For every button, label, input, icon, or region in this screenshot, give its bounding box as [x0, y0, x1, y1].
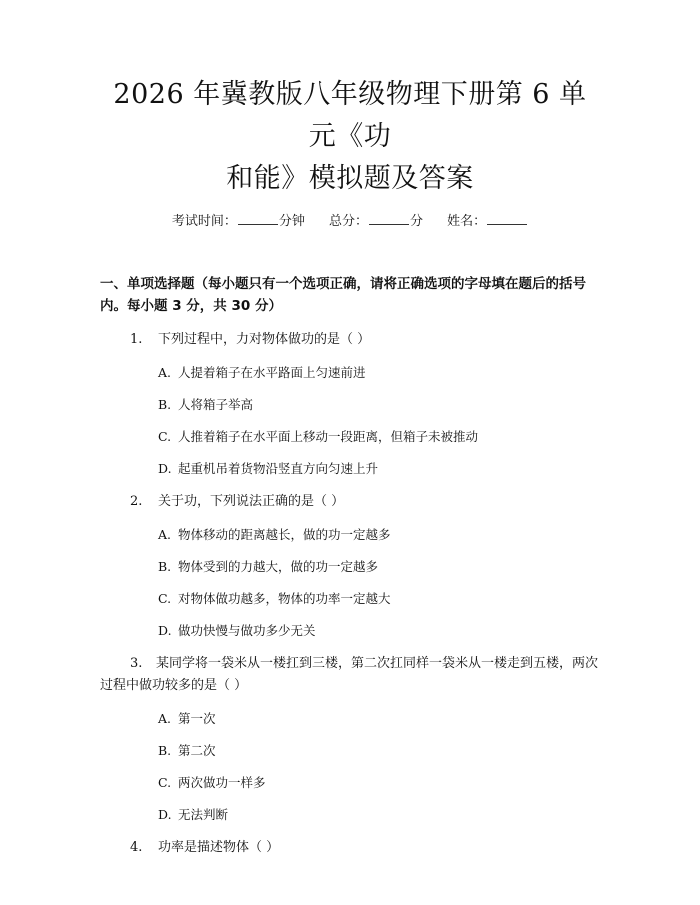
option-letter: C. [158, 591, 172, 606]
exam-name [447, 212, 528, 231]
option-b [100, 557, 600, 577]
exam-time-blank [238, 212, 278, 225]
option-text: 第一次 [178, 711, 216, 726]
option-d [100, 459, 600, 479]
option-a [100, 709, 600, 729]
option-text: 两次做功一样多 [178, 775, 266, 790]
question-text: 下列过程中，力对物体做功的是（ ） [158, 332, 371, 347]
question-number: 3. [130, 656, 143, 671]
exam-time-unit: 分钟 [278, 214, 305, 229]
exam-score [329, 212, 423, 231]
option-letter: A. [158, 527, 172, 542]
option-text: 物体移动的距离越长，做的功一定越多 [178, 527, 391, 542]
option-letter: D. [158, 461, 172, 476]
question-text: 关于功，下列说法正确的是（ ） [158, 494, 345, 509]
option-c [100, 589, 600, 609]
question-3-options [100, 709, 600, 825]
option-d [100, 805, 600, 825]
document-title [100, 0, 600, 200]
question-number: 1. [130, 332, 143, 347]
option-letter: C. [158, 429, 172, 444]
option-text: 物体受到的力越大，做的功一定越多 [178, 559, 379, 574]
exam-score-label: 总分： [328, 214, 368, 229]
question-3 [100, 653, 600, 697]
question-1 [100, 329, 600, 351]
title-line-1: 2026 年冀教版八年级物理下册第 6 单元《功 [113, 79, 587, 152]
option-c [100, 427, 600, 447]
question-2 [100, 491, 600, 513]
option-letter: B. [158, 559, 172, 574]
question-4 [100, 837, 600, 859]
exam-time-label: 考试时间： [171, 214, 237, 229]
option-c [100, 773, 600, 793]
option-b [100, 395, 600, 415]
option-text: 第二次 [178, 743, 216, 758]
exam-time [172, 212, 305, 231]
option-letter: D. [158, 807, 172, 822]
exam-score-unit: 分 [410, 214, 424, 229]
option-letter: D. [158, 623, 172, 638]
option-a [100, 525, 600, 545]
title-line-2: 和能》模拟题及答案 [226, 163, 474, 194]
option-b [100, 741, 600, 761]
option-a [100, 363, 600, 383]
option-text: 人将箱子举高 [178, 397, 254, 412]
option-letter: C. [158, 775, 172, 790]
question-1-options [100, 363, 600, 479]
option-letter: A. [158, 711, 172, 726]
section-heading: 一、单项选择题（每小题只有一个选项正确，请将正确选项的字母填在题后的括号内。每小题 3 分，共 30 分） [100, 276, 586, 314]
option-text: 人提着箱子在水平路面上匀速前进 [178, 365, 366, 380]
option-letter: B. [158, 743, 172, 758]
option-d [100, 621, 600, 641]
exam-name-label: 姓名： [447, 214, 487, 229]
option-letter: A. [158, 365, 172, 380]
question-text: 某同学将一袋米从一楼扛到三楼，第二次扛同样一袋米从一楼走到五楼，两次过程中做功较多的是（ ） [100, 656, 599, 693]
option-text: 做功快慢与做功多少无关 [178, 623, 316, 638]
option-text: 人推着箱子在水平面上移动一段距离，但箱子未被推动 [178, 429, 479, 444]
option-letter: B. [158, 397, 172, 412]
exam-score-blank [369, 212, 409, 225]
question-number: 4. [130, 840, 143, 855]
option-text: 起重机吊着货物沿竖直方向匀速上升 [178, 461, 379, 476]
question-number: 2. [130, 494, 143, 509]
question-text: 功率是描述物体（ ） [158, 840, 280, 855]
exam-info [100, 212, 600, 231]
option-text: 对物体做功越多，物体的功率一定越大 [178, 591, 391, 606]
option-text: 无法判断 [178, 807, 229, 822]
question-2-options [100, 525, 600, 641]
exam-name-blank [487, 212, 527, 225]
